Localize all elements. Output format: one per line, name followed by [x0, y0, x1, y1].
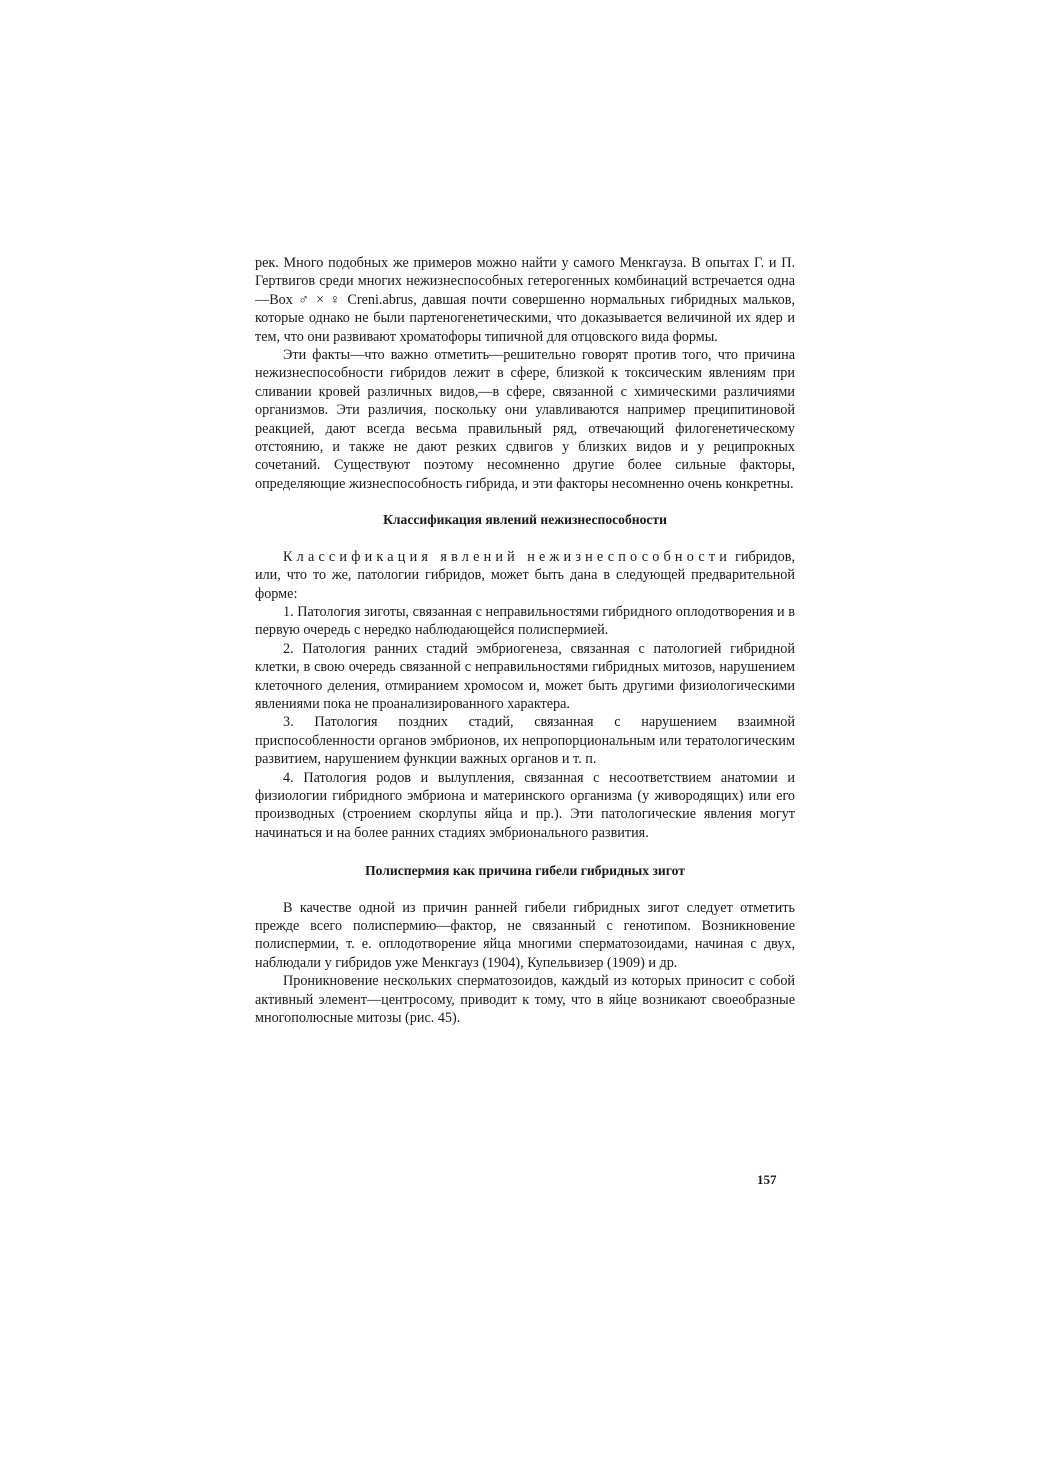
- page-body: [255, 254, 795, 1027]
- page-number: 157: [757, 1172, 777, 1187]
- section-heading-polyspermy: Полиспермия как причина гибели гибридных зигот: [365, 863, 685, 879]
- classification-intro-rest: гибридов, или, что то же, патологии гибридов, может быть дана в следующей предварительной форме:: [255, 548, 795, 602]
- spaced-term: Классификация явлений нежизнеспособности: [283, 548, 732, 565]
- paragraph-facts: Эти факты—что важно отметить—решительно говорят против того, что причина нежизнеспособности гибридов лежит в сфере, близкой к токсическим явлениям при сливании кровей различных видов,—в сфере, связанной с химическими различиями организмов. Эти различия, поскольку они улавливаются например преципитиновой реакцией, дают всегда весьма правильный ряд, отвечающий филогенетическому отстоянию, и также не дают резких сдвигов у близких видов и у реципрокных сочетаний. Существуют поэтому несомненно другие более сильные факторы, определяющие жизнеспособность гибрида, и эти факторы несомненно очень конкретны.: [255, 347, 795, 492]
- list-item-3: 3. Патология поздних стадий, связанная с нарушением взаимной приспособленности органов эмбрионов, их непропорциональным или тератологическим развитием, нарушением функции важных органов и т. п.: [255, 714, 795, 768]
- list-item-4: 4. Патология родов и вылупления, связанная с несоответствием анатомии и физиологии гибридного эмбриона и материнского организма (у живородящих) или его производных (строением скорлупы яйца и пр.). Эти патологические явления могут начинаться и на более ранних стадиях эмбрионального развития.: [255, 769, 795, 841]
- paragraph-polyspermy: В качестве одной из причин ранней гибели гибридных зигот следует отметить прежде всего полиспермию—фактор, не связанный с генотипом. Возникновение полиспермии, т. е. оплодотворение яйца многими сперматозоидами, начиная с двух, наблюдали у гибридов уже Менкгауз (1904), Купельвизер (1909) и др.: [255, 899, 795, 971]
- section-heading-classification: Классификация явлений нежизнеспособности: [383, 512, 667, 528]
- list-item-2: 2. Патология ранних стадий эмбриогенеза, связанная с патологией гибридной клетки, в свою очередь связанной с неправильностями гибридных митозов, нарушением клеточного деления, отмиранием хромосом и, может быть другими физиологическими явлениями пока не проанализированного характера.: [255, 640, 795, 712]
- paragraph-classification-intro: [255, 548, 795, 603]
- paragraph-continuation: рек. Много подобных же примеров можно найти у самого Менкгауза. В опытах Г. и П. Гертвигов среди многих нежизнеспособных гетерогенных комбинаций встречается одна—Box ♂ × ♀ Creni.abrus, давшая почти совершенно нормальных гибридных мальков, которые однако не были партеногенетическими, что доказывается величиной их ядер и тем, что они развивают хроматофоры типичной для отцовского вида формы.: [255, 255, 795, 345]
- list-item-1: 1. Патология зиготы, связанная с неправильностями гибридного оплодотворения и в первую очередь с нередко наблюдающейся полиспермией.: [255, 603, 795, 639]
- paragraph-centrosome: Проникновение нескольких сперматозоидов, каждый из которых приносит с собой активный элемент—центросому, приводит к тому, что в яйце возникают своеобразные многополюсные митозы (рис. 45).: [255, 973, 795, 1027]
